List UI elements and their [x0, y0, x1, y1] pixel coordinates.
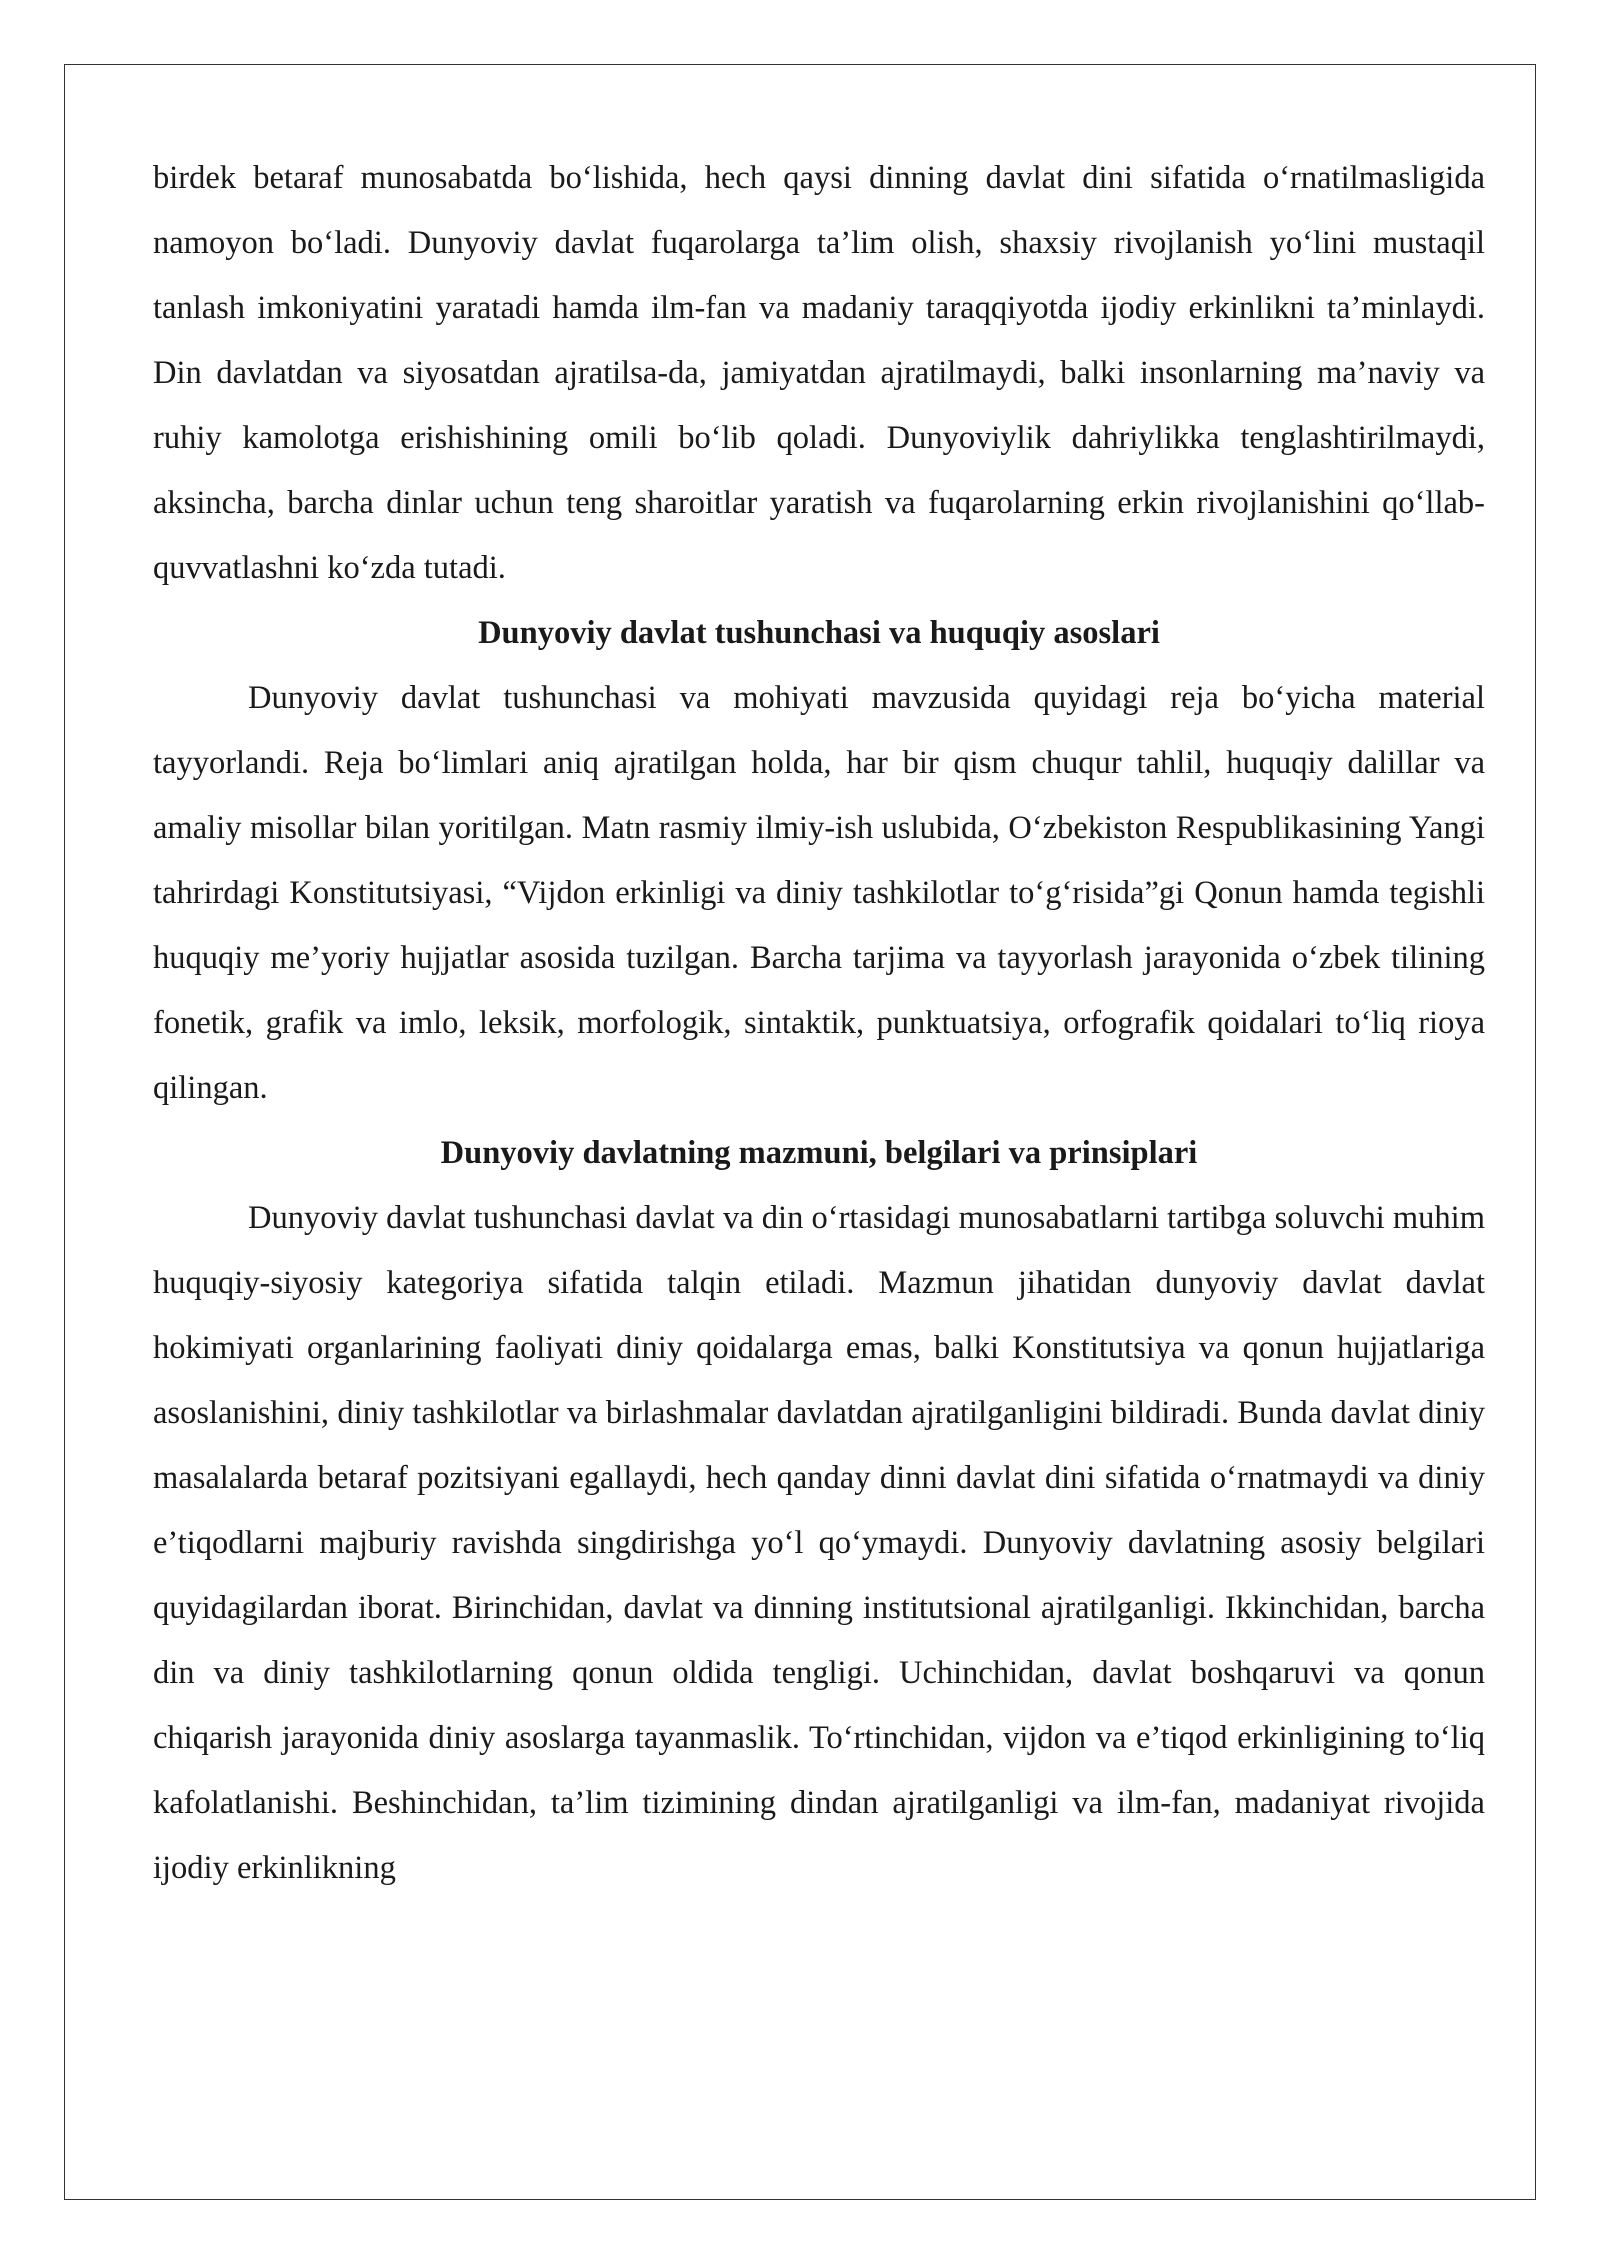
paragraph-plan-description: Dunyoviy davlat tushunchasi va mohiyati mavzusida quyidagi reja bo‘yicha material tayyorlandi. Reja bo‘limlari aniq ajratilgan holda, har bir qism chuqur tahlil, huquqiy dalillar va amaliy misollar bilan yoritilgan. Matn rasmiy ilmiy-ish uslubida, O‘zbekiston Respublikasining Yangi tahrirdagi Konstitutsiyasi, “Vijdon erkinligi va diniy tashkilotlar to‘g‘risida”gi Qonun hamda tegishli huquqiy me’yoriy hujjatlar asosida tuzilgan. Barcha tarjima va tayyorlash jarayonida o‘zbek tilining fonetik, grafik va imlo, leksik, morfologik, sintaktik, punktuatsiya, orfografik qoidalari to‘liq rioya qilingan.: [153, 680, 1485, 1106]
document-body: [153, 146, 1485, 1901]
paragraph-principles: Dunyoviy davlat tushunchasi davlat va din o‘rtasidagi munosabatlarni tartibga soluvchi muhim huquqiy-siyosiy kategoriya sifatida talqin etiladi. Mazmun jihatidan dunyoviy davlat davlat hokimiyati organlarining faoliyati diniy qoidalarga emas, balki Konstitutsiya va qonun hujjatlariga asoslanishini, diniy tashkilotlar va birlashmalar davlatdan ajratilganligini bildiradi. Bunda davlat diniy masalalarda betaraf pozitsiyani egallaydi, hech qanday dinni davlat dini sifatida o‘rnatmaydi va diniy e’tiqodlarni majburiy ravishda singdirishga yo‘l qo‘ymaydi. Dunyoviy davlatning asosiy belgilari quyidagilardan iborat. Birinchidan, davlat va dinning institutsional ajratilganligi. Ikkinchidan, barcha din va diniy tashkilotlarning qonun oldida tengligi. Uchinchidan, davlat boshqaruvi va qonun chiqarish jarayonida diniy asoslarga tayanmaslik. To‘rtinchidan, vijdon va e’tiqod erkinligining to‘liq kafolatlanishi. Beshinchidan, ta’lim tizimining dindan ajratilganligi va ilm-fan, madaniyat rivojida ijodiy erkinlikning: [153, 1200, 1485, 1886]
section-heading-principles: Dunyoviy davlatning mazmuni, belgilari va prinsiplari: [440, 1135, 1198, 1171]
paragraph-continuation: birdek betaraf munosabatda bo‘lishida, hech qaysi dinning davlat dini sifatida o‘rnatilmasligida namoyon bo‘ladi. Dunyoviy davlat fuqarolarga ta’lim olish, shaxsiy rivojlanish yo‘lini mustaqil tanlash imkoniyatini yaratadi hamda ilm-fan va madaniy taraqqiyotda ijodiy erkinlikni ta’minlaydi. Din davlatdan va siyosatdan ajratilsa-da, jamiyatdan ajratilmaydi, balki insonlarning ma’naviy va ruhiy kamolotga erishishining omili bo‘lib qoladi. Dunyoviylik dahriylikka tenglashtirilmaydi, aksincha, barcha dinlar uchun teng sharoitlar yaratish va fuqarolarning erkin rivojlanishini qo‘llab-quvvatlashni ko‘zda tutadi.: [153, 160, 1485, 586]
section-heading-legal-basis: Dunyoviy davlat tushunchasi va huquqiy asoslari: [478, 615, 1160, 651]
